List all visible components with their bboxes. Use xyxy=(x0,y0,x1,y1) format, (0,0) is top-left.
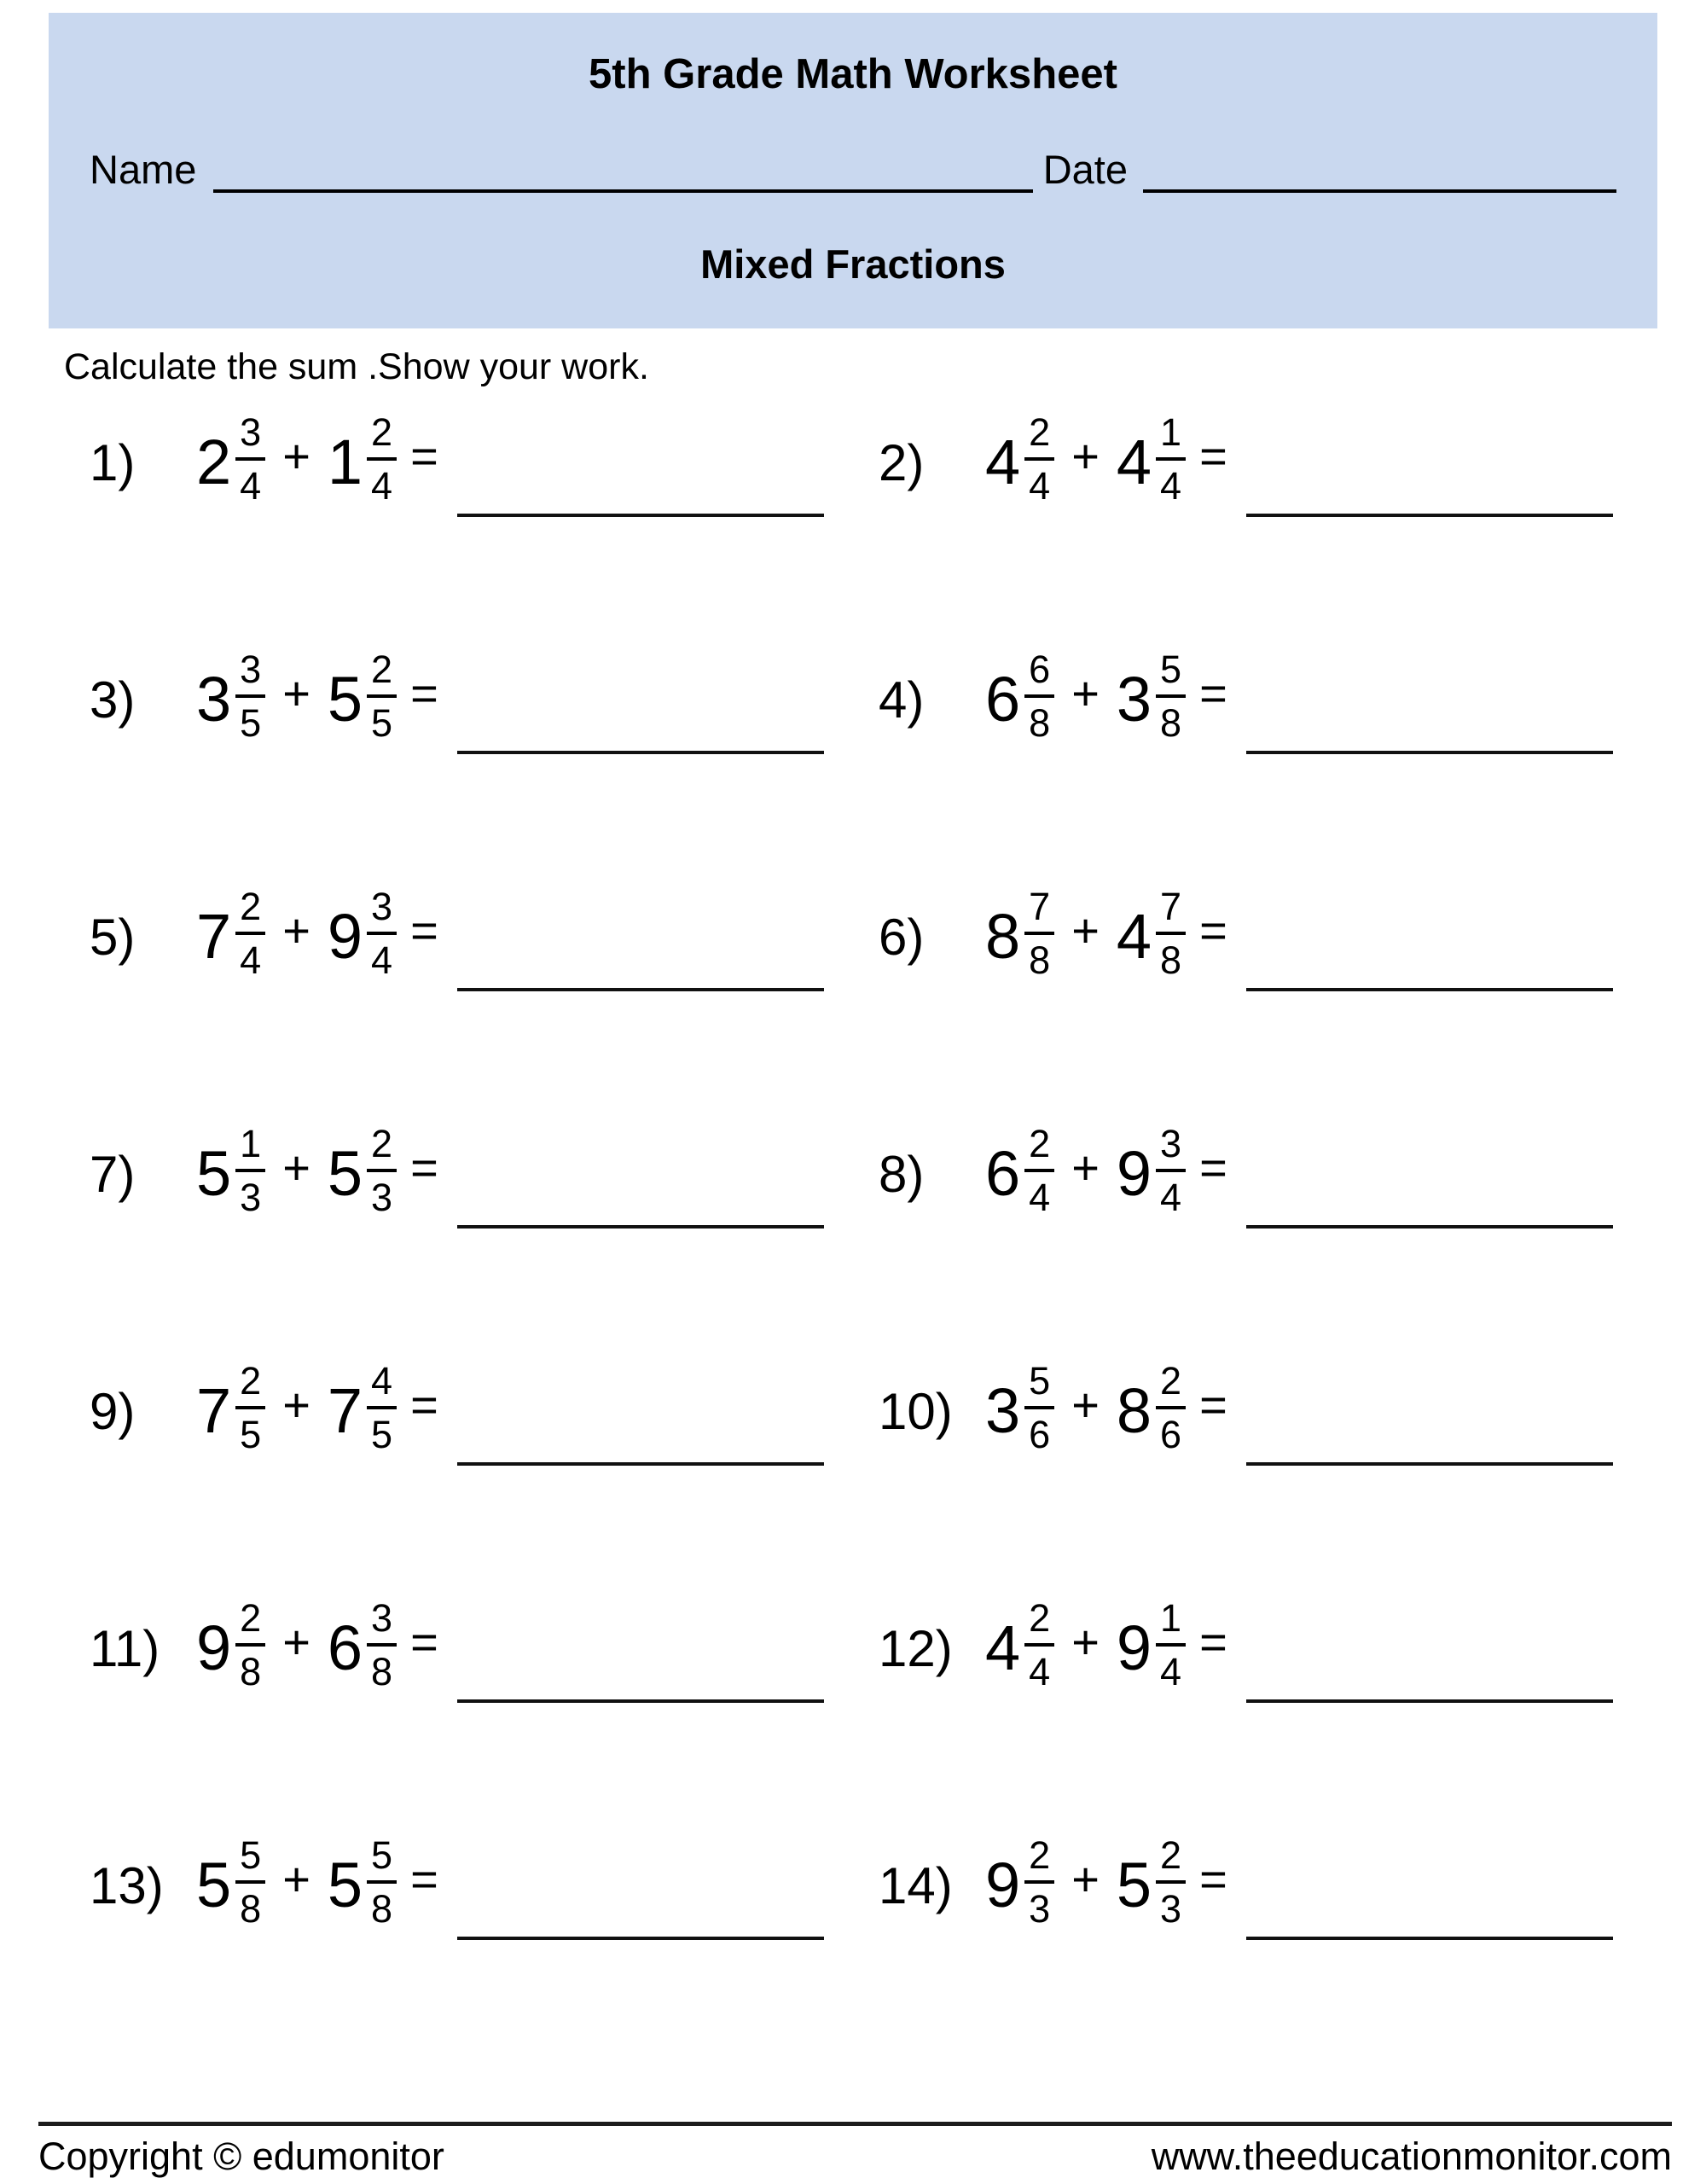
mixed-fraction-b xyxy=(1116,1359,1186,1457)
fraction-b xyxy=(1156,1124,1186,1217)
problems-grid xyxy=(51,394,1655,2054)
plus-operator: + xyxy=(282,1377,310,1432)
fraction-b-numerator: 5 xyxy=(371,1833,393,1877)
answer-blank-line xyxy=(1246,1225,1613,1228)
fraction-a-denominator: 6 xyxy=(1024,1406,1054,1454)
fraction-a xyxy=(1024,648,1054,745)
whole-number-a: 2 xyxy=(196,427,232,497)
whole-number-a: 4 xyxy=(985,427,1021,497)
fraction-a-numerator: 2 xyxy=(240,1596,262,1640)
problem-number: 6) xyxy=(879,908,925,966)
equals-sign: = xyxy=(1199,428,1227,483)
mixed-fraction-b xyxy=(1116,1833,1186,1931)
whole-number-a: 9 xyxy=(985,1850,1021,1920)
problem-number: 13) xyxy=(90,1856,164,1914)
equals-sign: = xyxy=(410,1614,438,1669)
whole-number-b: 9 xyxy=(327,901,363,972)
fraction-a-numerator: 5 xyxy=(240,1833,262,1877)
equals-sign: = xyxy=(1199,1140,1227,1194)
plus-operator: + xyxy=(282,665,310,720)
mixed-fraction-b xyxy=(1116,410,1186,508)
fraction-b xyxy=(367,1596,397,1693)
fraction-a-numerator: 2 xyxy=(1029,410,1051,454)
fraction-a-numerator: 1 xyxy=(240,1122,262,1165)
name-date-row xyxy=(49,146,1657,193)
fraction-a xyxy=(1024,1124,1054,1217)
fraction-a xyxy=(235,1596,265,1693)
fraction-a xyxy=(1024,1833,1054,1931)
answer-blank-line xyxy=(457,751,824,754)
equals-sign: = xyxy=(410,428,438,483)
equals-sign: = xyxy=(1199,1851,1227,1906)
fraction-b xyxy=(367,885,397,982)
mixed-fraction-a xyxy=(196,1833,265,1931)
equals-sign: = xyxy=(1199,903,1227,957)
fraction-a-numerator: 3 xyxy=(240,648,262,691)
problem-row xyxy=(51,1817,853,1954)
mixed-fraction-b xyxy=(327,1122,397,1220)
answer-blank-line xyxy=(457,988,824,991)
mixed-fraction-b xyxy=(327,1359,397,1457)
fraction-a-denominator: 5 xyxy=(235,1406,265,1454)
fraction-a-denominator: 5 xyxy=(235,694,265,742)
whole-number-a: 5 xyxy=(196,1850,232,1920)
whole-number-a: 6 xyxy=(985,664,1021,735)
plus-operator: + xyxy=(282,1851,310,1906)
fraction-a xyxy=(1024,410,1054,508)
fraction-b xyxy=(367,1833,397,1931)
worksheet-subtitle: Mixed Fractions xyxy=(700,241,1006,287)
mixed-fraction-a xyxy=(196,1596,265,1694)
fraction-b-numerator: 2 xyxy=(1160,1833,1182,1877)
fraction-b xyxy=(1156,410,1186,508)
fraction-b-denominator: 4 xyxy=(1156,1643,1186,1691)
date-label: Date xyxy=(1042,147,1128,192)
fraction-b xyxy=(1156,1596,1186,1693)
mixed-fraction-a xyxy=(196,885,265,983)
problem-number: 1) xyxy=(90,433,136,491)
plus-operator: + xyxy=(1071,1851,1100,1906)
fraction-b xyxy=(1156,1833,1186,1931)
problem-row xyxy=(853,1580,1655,1716)
fraction-b xyxy=(367,1359,397,1456)
fraction-a-denominator: 4 xyxy=(235,932,265,979)
fraction-b-denominator: 3 xyxy=(367,1169,397,1217)
problem-row xyxy=(51,1343,853,1479)
problem-row xyxy=(853,1817,1655,1954)
mixed-fraction-a xyxy=(985,885,1054,983)
fraction-b-denominator: 8 xyxy=(367,1880,397,1928)
mixed-fraction-b xyxy=(327,648,397,746)
fraction-b-denominator: 8 xyxy=(1156,694,1186,742)
plus-operator: + xyxy=(282,903,310,957)
answer-blank-line xyxy=(1246,1462,1613,1466)
plus-operator: + xyxy=(282,1140,310,1194)
whole-number-b: 9 xyxy=(1116,1138,1152,1209)
problem-row xyxy=(853,1343,1655,1479)
mixed-fraction-a xyxy=(985,1596,1054,1694)
whole-number-b: 5 xyxy=(327,1850,363,1920)
problem-number: 14) xyxy=(879,1856,953,1914)
fraction-b-denominator: 6 xyxy=(1156,1406,1186,1454)
fraction-a-numerator: 5 xyxy=(1029,1359,1051,1403)
fraction-a xyxy=(235,1359,265,1456)
problem-row xyxy=(51,1580,853,1716)
whole-number-a: 3 xyxy=(196,664,232,735)
fraction-b-denominator: 4 xyxy=(1156,457,1186,505)
fraction-b-numerator: 2 xyxy=(371,410,393,454)
fraction-b-numerator: 2 xyxy=(371,1122,393,1165)
mixed-fraction-b xyxy=(327,1596,397,1694)
plus-operator: + xyxy=(282,428,310,483)
problem-number: 5) xyxy=(90,908,136,966)
problem-number: 7) xyxy=(90,1145,136,1203)
whole-number-b: 8 xyxy=(1116,1375,1152,1446)
fraction-a-numerator: 6 xyxy=(1029,648,1051,691)
name-blank-line xyxy=(213,189,1032,193)
problem-number: 2) xyxy=(879,433,925,491)
page-footer xyxy=(38,2122,1672,2179)
fraction-b-denominator: 3 xyxy=(1156,1880,1186,1928)
plus-operator: + xyxy=(1071,1377,1100,1432)
fraction-b-denominator: 4 xyxy=(367,457,397,505)
answer-blank-line xyxy=(457,1937,824,1940)
mixed-fraction-a xyxy=(196,1122,265,1220)
fraction-a-numerator: 7 xyxy=(1029,885,1051,928)
problem-number: 10) xyxy=(879,1382,953,1440)
fraction-a-numerator: 2 xyxy=(1029,1833,1051,1877)
mixed-fraction-b xyxy=(327,410,397,508)
answer-blank-line xyxy=(1246,1937,1613,1940)
problem-number: 4) xyxy=(879,671,925,729)
fraction-b-numerator: 1 xyxy=(1160,1596,1182,1640)
answer-blank-line xyxy=(457,1699,824,1703)
mixed-fraction-b xyxy=(1116,885,1186,983)
problem-row xyxy=(853,1106,1655,1242)
plus-operator: + xyxy=(1071,428,1100,483)
mixed-fraction-b xyxy=(1116,1596,1186,1694)
fraction-a-numerator: 2 xyxy=(240,885,262,928)
mixed-fraction-b xyxy=(327,1833,397,1931)
fraction-a xyxy=(235,1124,265,1217)
mixed-fraction-a xyxy=(985,410,1054,508)
fraction-a-denominator: 4 xyxy=(235,457,265,505)
whole-number-a: 7 xyxy=(196,1375,232,1446)
page-title: 5th Grade Math Worksheet xyxy=(589,51,1117,97)
plus-operator: + xyxy=(1071,903,1100,957)
fraction-a-denominator: 4 xyxy=(1024,1169,1054,1217)
problem-number: 8) xyxy=(879,1145,925,1203)
fraction-a xyxy=(1024,885,1054,982)
fraction-a xyxy=(235,1833,265,1931)
problem-row xyxy=(853,394,1655,531)
equals-sign: = xyxy=(410,1377,438,1432)
fraction-a xyxy=(235,410,265,508)
fraction-b-numerator: 3 xyxy=(371,885,393,928)
whole-number-b: 6 xyxy=(327,1612,363,1683)
fraction-b-denominator: 4 xyxy=(367,932,397,979)
name-label: Name xyxy=(90,147,197,192)
fraction-a-denominator: 4 xyxy=(1024,1643,1054,1691)
fraction-a xyxy=(235,885,265,982)
plus-operator: + xyxy=(282,1614,310,1669)
whole-number-b: 7 xyxy=(327,1375,363,1446)
whole-number-b: 4 xyxy=(1116,901,1152,972)
mixed-fraction-a xyxy=(196,410,265,508)
fraction-b-numerator: 1 xyxy=(1160,410,1182,454)
whole-number-a: 6 xyxy=(985,1138,1021,1209)
fraction-a xyxy=(235,648,265,745)
fraction-b-numerator: 5 xyxy=(1160,648,1182,691)
problem-number: 9) xyxy=(90,1382,136,1440)
whole-number-b: 5 xyxy=(327,664,363,735)
whole-number-a: 5 xyxy=(196,1138,232,1209)
equals-sign: = xyxy=(410,903,438,957)
fraction-a-numerator: 2 xyxy=(1029,1122,1051,1165)
fraction-b-numerator: 3 xyxy=(1160,1122,1182,1165)
whole-number-b: 5 xyxy=(1116,1850,1152,1920)
equals-sign: = xyxy=(410,1140,438,1194)
fraction-b-numerator: 2 xyxy=(371,648,393,691)
answer-blank-line xyxy=(1246,751,1613,754)
plus-operator: + xyxy=(1071,665,1100,720)
fraction-b-denominator: 5 xyxy=(367,1406,397,1454)
mixed-fraction-a xyxy=(196,648,265,746)
problem-number: 11) xyxy=(90,1619,160,1677)
problem-number: 12) xyxy=(879,1619,953,1677)
fraction-b-numerator: 2 xyxy=(1160,1359,1182,1403)
plus-operator: + xyxy=(1071,1614,1100,1669)
instruction-text: Calculate the sum .Show your work. xyxy=(64,346,649,387)
fraction-a-denominator: 8 xyxy=(235,1880,265,1928)
fraction-b xyxy=(367,1124,397,1217)
copyright-text: Copyright © edumonitor xyxy=(38,2135,444,2178)
whole-number-a: 8 xyxy=(985,901,1021,972)
whole-number-b: 1 xyxy=(327,427,363,497)
fraction-b xyxy=(1156,648,1186,745)
fraction-a-denominator: 8 xyxy=(1024,932,1054,979)
mixed-fraction-b xyxy=(1116,648,1186,746)
problem-number: 3) xyxy=(90,671,136,729)
answer-blank-line xyxy=(457,1462,824,1466)
mixed-fraction-a xyxy=(985,1833,1054,1931)
whole-number-a: 7 xyxy=(196,901,232,972)
fraction-a-numerator: 3 xyxy=(240,410,262,454)
mixed-fraction-b xyxy=(327,885,397,983)
fraction-a xyxy=(1024,1596,1054,1693)
fraction-b-denominator: 8 xyxy=(1156,932,1186,979)
fraction-b-denominator: 8 xyxy=(367,1643,397,1691)
whole-number-b: 4 xyxy=(1116,427,1152,497)
equals-sign: = xyxy=(1199,1377,1227,1432)
answer-blank-line xyxy=(457,514,824,517)
fraction-b xyxy=(367,648,397,745)
fraction-b-denominator: 5 xyxy=(367,694,397,742)
whole-number-b: 9 xyxy=(1116,1612,1152,1683)
fraction-b xyxy=(1156,885,1186,982)
problem-row xyxy=(51,1106,853,1242)
fraction-a-denominator: 3 xyxy=(235,1169,265,1217)
fraction-a-denominator: 8 xyxy=(1024,694,1054,742)
answer-blank-line xyxy=(1246,514,1613,517)
answer-blank-line xyxy=(457,1225,824,1228)
fraction-a-numerator: 2 xyxy=(1029,1596,1051,1640)
fraction-a-denominator: 8 xyxy=(235,1643,265,1691)
whole-number-a: 9 xyxy=(196,1612,232,1683)
worksheet-header xyxy=(49,13,1657,328)
website-text: www.theeducationmonitor.com xyxy=(1151,2135,1672,2178)
problem-row xyxy=(51,394,853,531)
fraction-a xyxy=(1024,1359,1054,1456)
problem-row xyxy=(853,631,1655,768)
fraction-b-numerator: 7 xyxy=(1160,885,1182,928)
fraction-b xyxy=(367,410,397,508)
problem-row xyxy=(51,631,853,768)
mixed-fraction-a xyxy=(985,1359,1054,1457)
problem-row xyxy=(51,868,853,1005)
fraction-a-denominator: 3 xyxy=(1024,1880,1054,1928)
whole-number-a: 3 xyxy=(985,1375,1021,1446)
fraction-b-numerator: 3 xyxy=(371,1596,393,1640)
fraction-b xyxy=(1156,1359,1186,1456)
plus-operator: + xyxy=(1071,1140,1100,1194)
equals-sign: = xyxy=(1199,665,1227,720)
fraction-b-numerator: 4 xyxy=(371,1359,393,1403)
whole-number-a: 4 xyxy=(985,1612,1021,1683)
fraction-b-denominator: 4 xyxy=(1156,1169,1186,1217)
equals-sign: = xyxy=(1199,1614,1227,1669)
whole-number-b: 5 xyxy=(327,1138,363,1209)
answer-blank-line xyxy=(1246,1699,1613,1703)
date-blank-line xyxy=(1143,189,1616,193)
equals-sign: = xyxy=(410,665,438,720)
problem-row xyxy=(853,868,1655,1005)
fraction-a-numerator: 2 xyxy=(240,1359,262,1403)
equals-sign: = xyxy=(410,1851,438,1906)
fraction-a-denominator: 4 xyxy=(1024,457,1054,505)
whole-number-b: 3 xyxy=(1116,664,1152,735)
mixed-fraction-a xyxy=(985,648,1054,746)
mixed-fraction-a xyxy=(985,1122,1054,1220)
mixed-fraction-a xyxy=(196,1359,265,1457)
mixed-fraction-b xyxy=(1116,1122,1186,1220)
answer-blank-line xyxy=(1246,988,1613,991)
